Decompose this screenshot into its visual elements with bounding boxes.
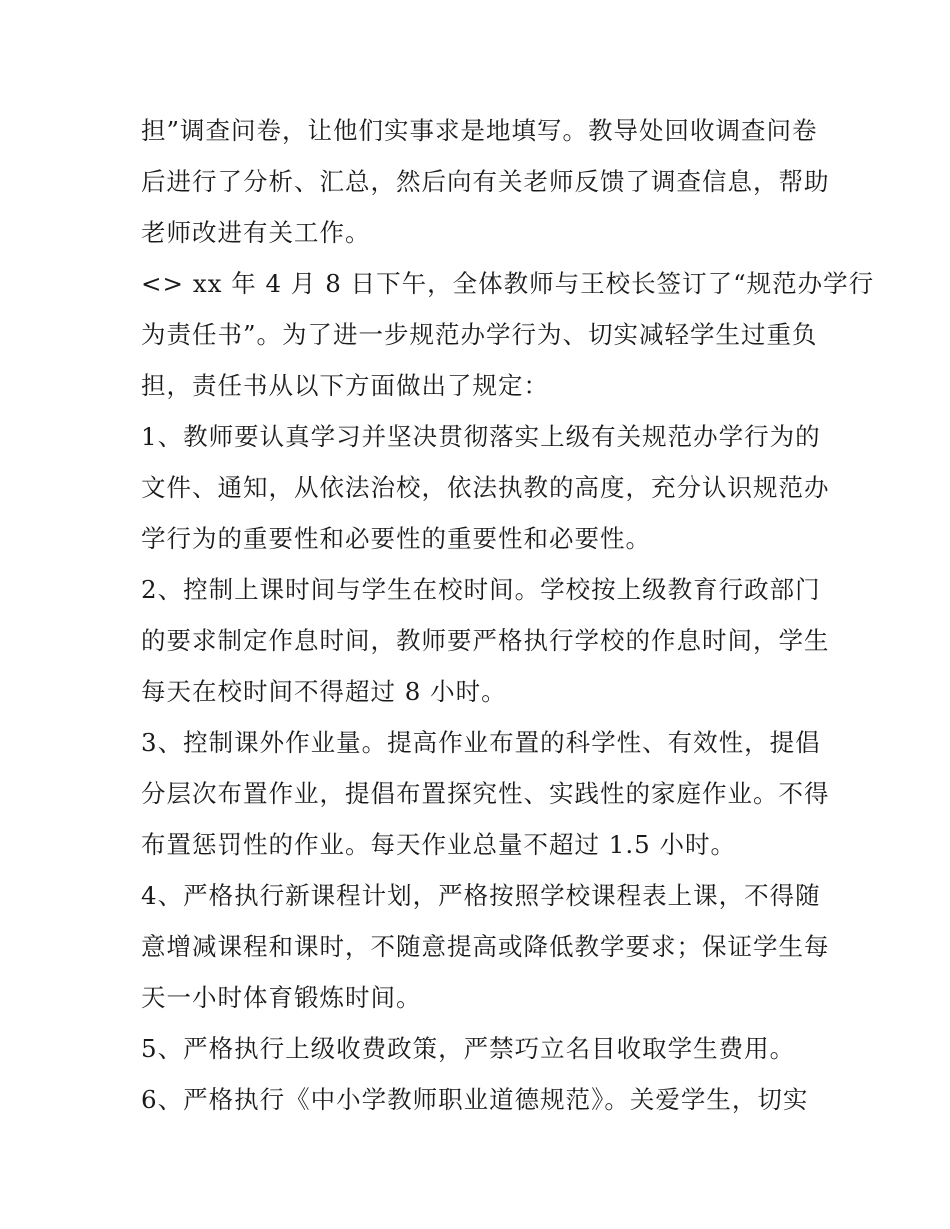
list-item-5 — [141, 1023, 821, 1074]
text-line: 1、教师要认真学习并坚决贯彻落实上级有关规范办学行为的 — [141, 422, 821, 451]
text-line: 天一小时体育锻炼时间。 — [141, 983, 422, 1012]
list-item-1 — [141, 411, 830, 564]
text-line: 4、严格执行新课程计划，严格按照学校课程表上课，不得随 — [141, 881, 821, 910]
text-line: <> xx 年 4 月 8 日下午，全体教师与王校长签订了“规范办学行 — [141, 269, 875, 298]
text-line: 学行为的重要性和必要性的重要性和必要性。 — [141, 524, 651, 553]
list-item-3 — [141, 717, 830, 870]
list-item-4 — [141, 870, 830, 1023]
list-item-2 — [141, 564, 830, 717]
text-line: 后进行了分析、汇总，然后向有关老师反馈了调查信息，帮助 — [141, 167, 830, 196]
text-line: 每天在校时间不得超过 8 小时。 — [141, 677, 507, 706]
text-line: 2、控制上课时间与学生在校时间。学校按上级教育行政部门 — [141, 575, 821, 604]
text-line: 文件、通知，从依法治校，依法执教的高度，充分认识规范办 — [141, 473, 830, 502]
document-body — [141, 105, 875, 1125]
text-line: 布置惩罚性的作业。每天作业总量不超过 1.5 小时。 — [141, 830, 737, 859]
text-line: 担，责任书从以下方面做出了规定： — [141, 371, 549, 400]
paragraph-responsibility-letter — [141, 258, 875, 411]
text-line: 3、控制课外作业量。提高作业布置的科学性、有效性，提倡 — [141, 728, 821, 757]
paragraph-survey-feedback — [141, 105, 830, 258]
text-line: 意增减课程和课时，不随意提高或降低教学要求；保证学生每 — [141, 932, 830, 961]
text-line: 的要求制定作息时间，教师要严格执行学校的作息时间，学生 — [141, 626, 830, 655]
text-line: 老师改进有关工作。 — [141, 218, 371, 247]
text-line: 为责任书”。为了进一步规范办学行为、切实减轻学生过重负 — [141, 320, 818, 349]
list-item-6 — [141, 1074, 821, 1125]
text-line: 分层次布置作业，提倡布置探究性、实践性的家庭作业。不得 — [141, 779, 830, 808]
text-line: 5、严格执行上级收费政策，严禁巧立名目收取学生费用。 — [141, 1034, 796, 1063]
text-line: 6、严格执行《中小学教师职业道德规范》。关爱学生，切实 — [141, 1085, 809, 1114]
text-line: 担”调查问卷，让他们实事求是地填写。教导处回收调查问卷 — [141, 116, 818, 145]
